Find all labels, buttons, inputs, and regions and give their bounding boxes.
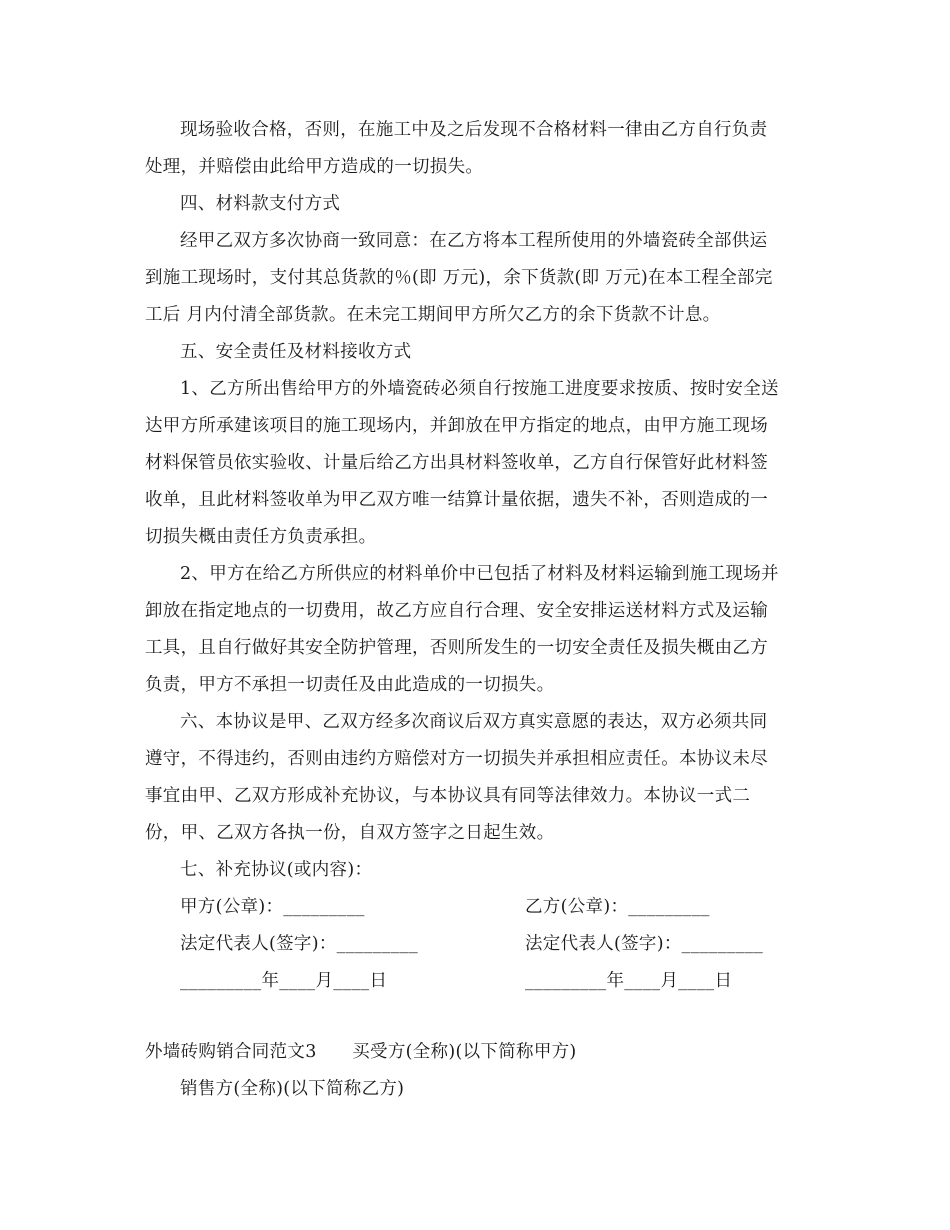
paragraph-line: 工具，且自行做好其安全防护管理，否则所发生的一切安全责任及损失概由乙方 xyxy=(145,638,768,658)
paragraph-line: 卸放在指定地点的一切费用，故乙方应自行合理、安全安排运送材料方式及运输 xyxy=(145,601,768,621)
paragraph-line: 工后 月内付清全部货款。在未完工期间甲方所欠乙方的余下货款不计息。 xyxy=(145,305,721,325)
party-b-seal: 乙方(公章)：_________ xyxy=(525,897,710,917)
paragraph-line: 1、乙方所出售给甲方的外墙瓷砖必须自行按施工进度要求按质、按时安全送 xyxy=(180,379,779,399)
party-b-date: _________年____月____日 xyxy=(525,971,733,991)
paragraph-line: 六、本协议是甲、乙双方经多次商议后双方真实意愿的表达，双方必须共同 xyxy=(180,712,768,732)
paragraph-line: 经甲乙双方多次协商一致同意：在乙方将本工程所使用的外墙瓷砖全部供运 xyxy=(180,231,768,251)
paragraph-line: 材料保管员依实验收、计量后给乙方出具材料签收单，乙方自行保管好此材料签 xyxy=(145,453,768,473)
section-heading: 七、补充协议(或内容)： xyxy=(180,860,373,880)
paragraph-line: 处理，并赔偿由此给甲方造成的一切损失。 xyxy=(145,157,484,177)
paragraph-line: 达甲方所承建该项目的施工现场内，并卸放在甲方指定的地点，由甲方施工现场 xyxy=(145,416,768,436)
paragraph-line: 现场验收合格，否则，在施工中及之后发现不合格材料一律由乙方自行负责 xyxy=(180,120,768,140)
seller-line: 销售方(全称)(以下简称乙方) xyxy=(180,1079,405,1099)
next-section-title: 外墙砖购销合同范文3 买受方(全称)(以下简称甲方) xyxy=(145,1042,577,1062)
paragraph-line: 份，甲、乙双方各执一份，自双方签字之日起生效。 xyxy=(145,823,555,843)
party-b-representative: 法定代表人(签字)：_________ xyxy=(525,934,764,954)
paragraph-line: 到施工现场时，支付其总货款的％(即 万元)，余下货款(即 万元)在本工程全部完 xyxy=(145,268,773,288)
paragraph-line: 遵守，不得违约，否则由违约方赔偿对方一切损失并承担相应责任。本协议未尽 xyxy=(145,749,768,769)
party-a-seal: 甲方(公章)：_________ xyxy=(180,897,365,917)
paragraph-line: 事宜由甲、乙双方形成补充协议，与本协议具有同等法律效力。本协议一式二 xyxy=(145,786,751,806)
section-heading: 五、安全责任及材料接收方式 xyxy=(180,342,412,362)
party-a-date: _________年____月____日 xyxy=(180,971,388,991)
paragraph-line: 2、甲方在给乙方所供应的材料单价中已包括了材料及材料运输到施工现场并 xyxy=(180,564,779,584)
paragraph-line: 收单，且此材料签收单为甲乙双方唯一结算计量依据，遗失不补，否则造成的一 xyxy=(145,490,768,510)
section-heading: 四、材料款支付方式 xyxy=(180,194,341,214)
paragraph-line: 切损失概由责任方负责承担。 xyxy=(145,527,377,547)
party-a-representative: 法定代表人(签字)：_________ xyxy=(180,934,419,954)
paragraph-line: 负责，甲方不承担一切责任及由此造成的一切损失。 xyxy=(145,675,555,695)
